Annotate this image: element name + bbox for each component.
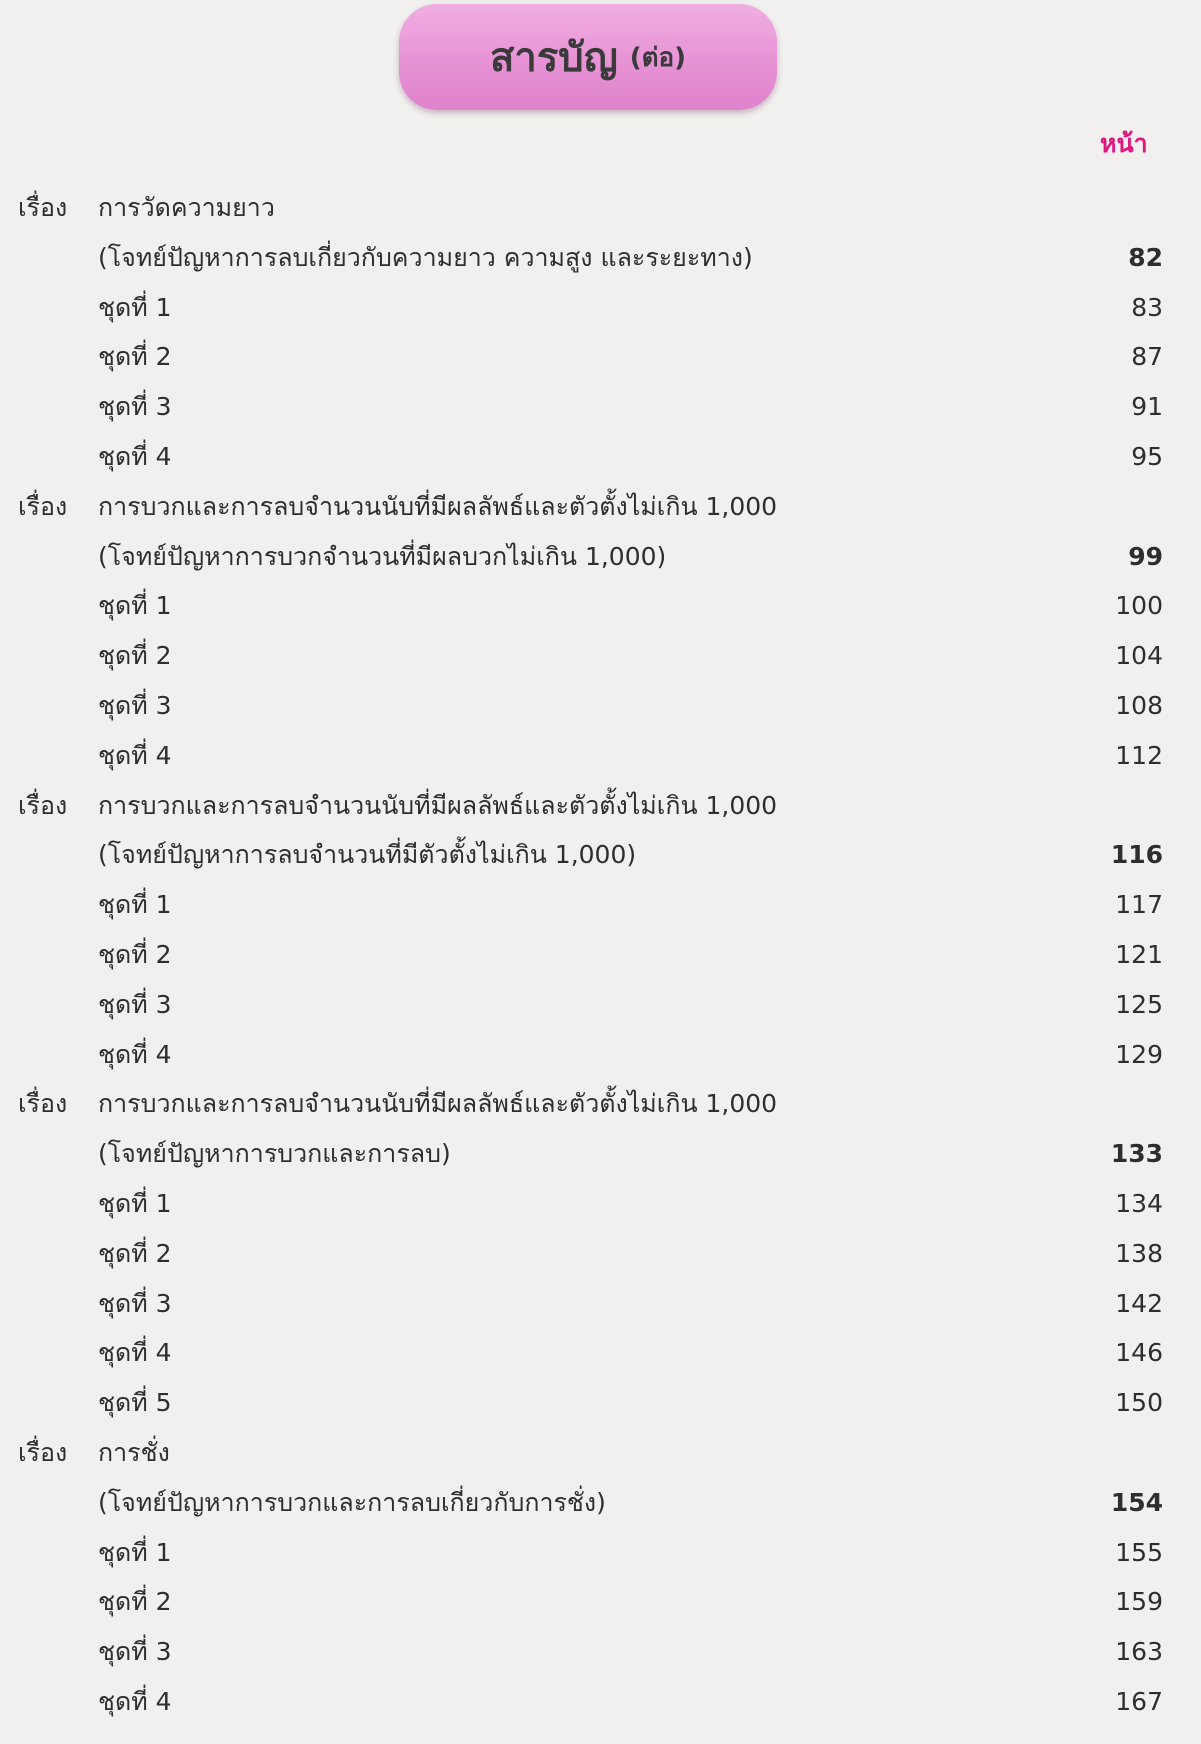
toc-page-number: 134 (1115, 1189, 1163, 1218)
toc-topic-label: เรื่อง (18, 790, 68, 820)
toc-entry-text: การชั่ง (98, 1438, 170, 1467)
toc-entry-text: ชุดที่ 2 (98, 342, 172, 372)
toc-entry-text: ชุดที่ 5 (98, 1388, 172, 1418)
toc-entry-text: (โจทย์ปัญหาการบวกและการลบ) (98, 1139, 451, 1169)
toc-entry-text: ชุดที่ 2 (98, 641, 172, 671)
toc-entry-row (0, 1184, 1201, 1224)
toc-entry-row (0, 387, 1201, 427)
toc-entry-text: ชุดที่ 3 (98, 1637, 172, 1667)
toc-entry-row (0, 437, 1201, 477)
toc-entry-row (0, 586, 1201, 626)
toc-entry-row (0, 288, 1201, 328)
toc-page-number: 99 (1128, 541, 1163, 571)
toc-page-number: 138 (1115, 1238, 1163, 1268)
toc-page-number: 150 (1115, 1388, 1163, 1418)
toc-page-number: 104 (1115, 641, 1163, 671)
toc-entry-text: ชุดที่ 1 (98, 1189, 172, 1218)
toc-entry-row (0, 1234, 1201, 1274)
toc-page-number: 146 (1115, 1338, 1163, 1368)
toc-page-number: 154 (1110, 1487, 1163, 1517)
page-title: สารบัญ (489, 35, 618, 81)
toc-entry-text: ชุดที่ 1 (98, 1537, 172, 1567)
toc-entry-row (0, 1383, 1201, 1423)
toc-page-number: 159 (1115, 1587, 1163, 1617)
toc-page-number: 142 (1115, 1288, 1163, 1318)
toc-page-number: 117 (1115, 890, 1163, 920)
toc-entry-text: ชุดที่ 2 (98, 1238, 172, 1268)
toc-entry-row (0, 885, 1201, 925)
toc-page-number: 87 (1131, 342, 1163, 372)
toc-page-number: 95 (1131, 442, 1163, 471)
toc-entry-row (0, 337, 1201, 377)
toc-topic-label: เรื่อง (18, 1438, 68, 1467)
title-banner (399, 4, 777, 110)
toc-topic-row (0, 786, 1201, 826)
toc-entry-row (0, 686, 1201, 726)
toc-page-number: 125 (1115, 989, 1163, 1019)
toc-entry-row (0, 1533, 1201, 1573)
toc-entry-text: ชุดที่ 4 (98, 442, 172, 471)
toc-entry-text: ชุดที่ 4 (98, 1687, 172, 1716)
toc-page-number: 167 (1115, 1687, 1163, 1716)
toc-entry-text: ชุดที่ 4 (98, 1338, 172, 1368)
toc-entry-row (0, 1632, 1201, 1672)
toc-entry-text: (โจทย์ปัญหาการบวกและการลบเกี่ยวกับการชั่ง) (98, 1487, 606, 1517)
toc-entry-row (0, 1284, 1201, 1324)
toc-page-number: 112 (1115, 740, 1163, 770)
toc-entry-row (0, 1333, 1201, 1373)
toc-entry-text: (โจทย์ปัญหาการลบเกี่ยวกับความยาว ความสูง และระยะทาง) (98, 242, 753, 272)
toc-page-number: 129 (1115, 1039, 1163, 1069)
toc-topic-row (0, 1433, 1201, 1473)
toc-page-number: 82 (1128, 242, 1163, 272)
toc-entry-text: ชุดที่ 3 (98, 691, 172, 720)
toc-entry-row (0, 1035, 1201, 1075)
toc-entry-text: ชุดที่ 1 (98, 591, 172, 621)
toc-entry-text: ชุดที่ 4 (98, 740, 172, 770)
toc-page-number: 116 (1110, 840, 1163, 870)
toc-page-number: 155 (1115, 1537, 1163, 1567)
toc-entry-text: การบวกและการลบจำนวนนับที่มีผลลัพธ์และตัวตั้งไม่เกิน 1,000 (98, 790, 778, 820)
toc-entry-row (0, 1483, 1201, 1523)
page-column-heading: หน้า (1100, 129, 1148, 158)
toc-entry-row (0, 238, 1201, 278)
toc-entry-text: (โจทย์ปัญหาการลบจำนวนที่มีตัวตั้งไม่เกิน 1,000) (98, 840, 637, 870)
toc-topic-row (0, 188, 1201, 228)
toc-entry-row (0, 636, 1201, 676)
toc-page-number: 163 (1115, 1637, 1163, 1667)
toc-page-number: 83 (1131, 292, 1163, 322)
toc-page-number: 121 (1115, 940, 1163, 969)
toc-topic-label: เรื่อง (18, 1089, 68, 1119)
toc-entry-text: การบวกและการลบจำนวนนับที่มีผลลัพธ์และตัวตั้งไม่เกิน 1,000 (98, 491, 778, 521)
toc-page-number: 100 (1115, 591, 1163, 621)
toc-page-number: 91 (1131, 392, 1163, 422)
toc-entry-text: การบวกและการลบจำนวนนับที่มีผลลัพธ์และตัวตั้งไม่เกิน 1,000 (98, 1089, 778, 1119)
toc-entry-row (0, 1682, 1201, 1722)
toc-entry-text: ชุดที่ 4 (98, 1039, 172, 1069)
toc-entry-row (0, 985, 1201, 1025)
toc-entry-text: ชุดที่ 3 (98, 1288, 172, 1318)
toc-topic-row (0, 1084, 1201, 1124)
toc-topic-label: เรื่อง (18, 193, 68, 222)
toc-entry-row (0, 1582, 1201, 1622)
toc-entry-text: ชุดที่ 3 (98, 392, 172, 422)
toc-topic-row (0, 487, 1201, 527)
toc-topic-label: เรื่อง (18, 491, 68, 521)
toc-entry-row (0, 1134, 1201, 1174)
toc-entry-row (0, 537, 1201, 577)
toc-entry-row (0, 935, 1201, 975)
toc-entry-text: ชุดที่ 1 (98, 292, 172, 322)
toc-entry-row (0, 736, 1201, 776)
toc-page-number: 133 (1110, 1139, 1163, 1169)
toc-entry-text: การวัดความยาว (98, 193, 275, 222)
toc-entry-text: ชุดที่ 3 (98, 989, 172, 1019)
toc-entry-text: ชุดที่ 1 (98, 890, 172, 920)
toc-entry-text: ชุดที่ 2 (98, 940, 172, 969)
toc-entry-text: (โจทย์ปัญหาการบวกจำนวนที่มีผลบวกไม่เกิน 1,000) (98, 541, 667, 571)
toc-page-number: 108 (1115, 691, 1163, 720)
page-title-suffix: (ต่อ) (629, 42, 687, 73)
toc-entry-text: ชุดที่ 2 (98, 1587, 172, 1617)
toc-entry-row (0, 835, 1201, 875)
